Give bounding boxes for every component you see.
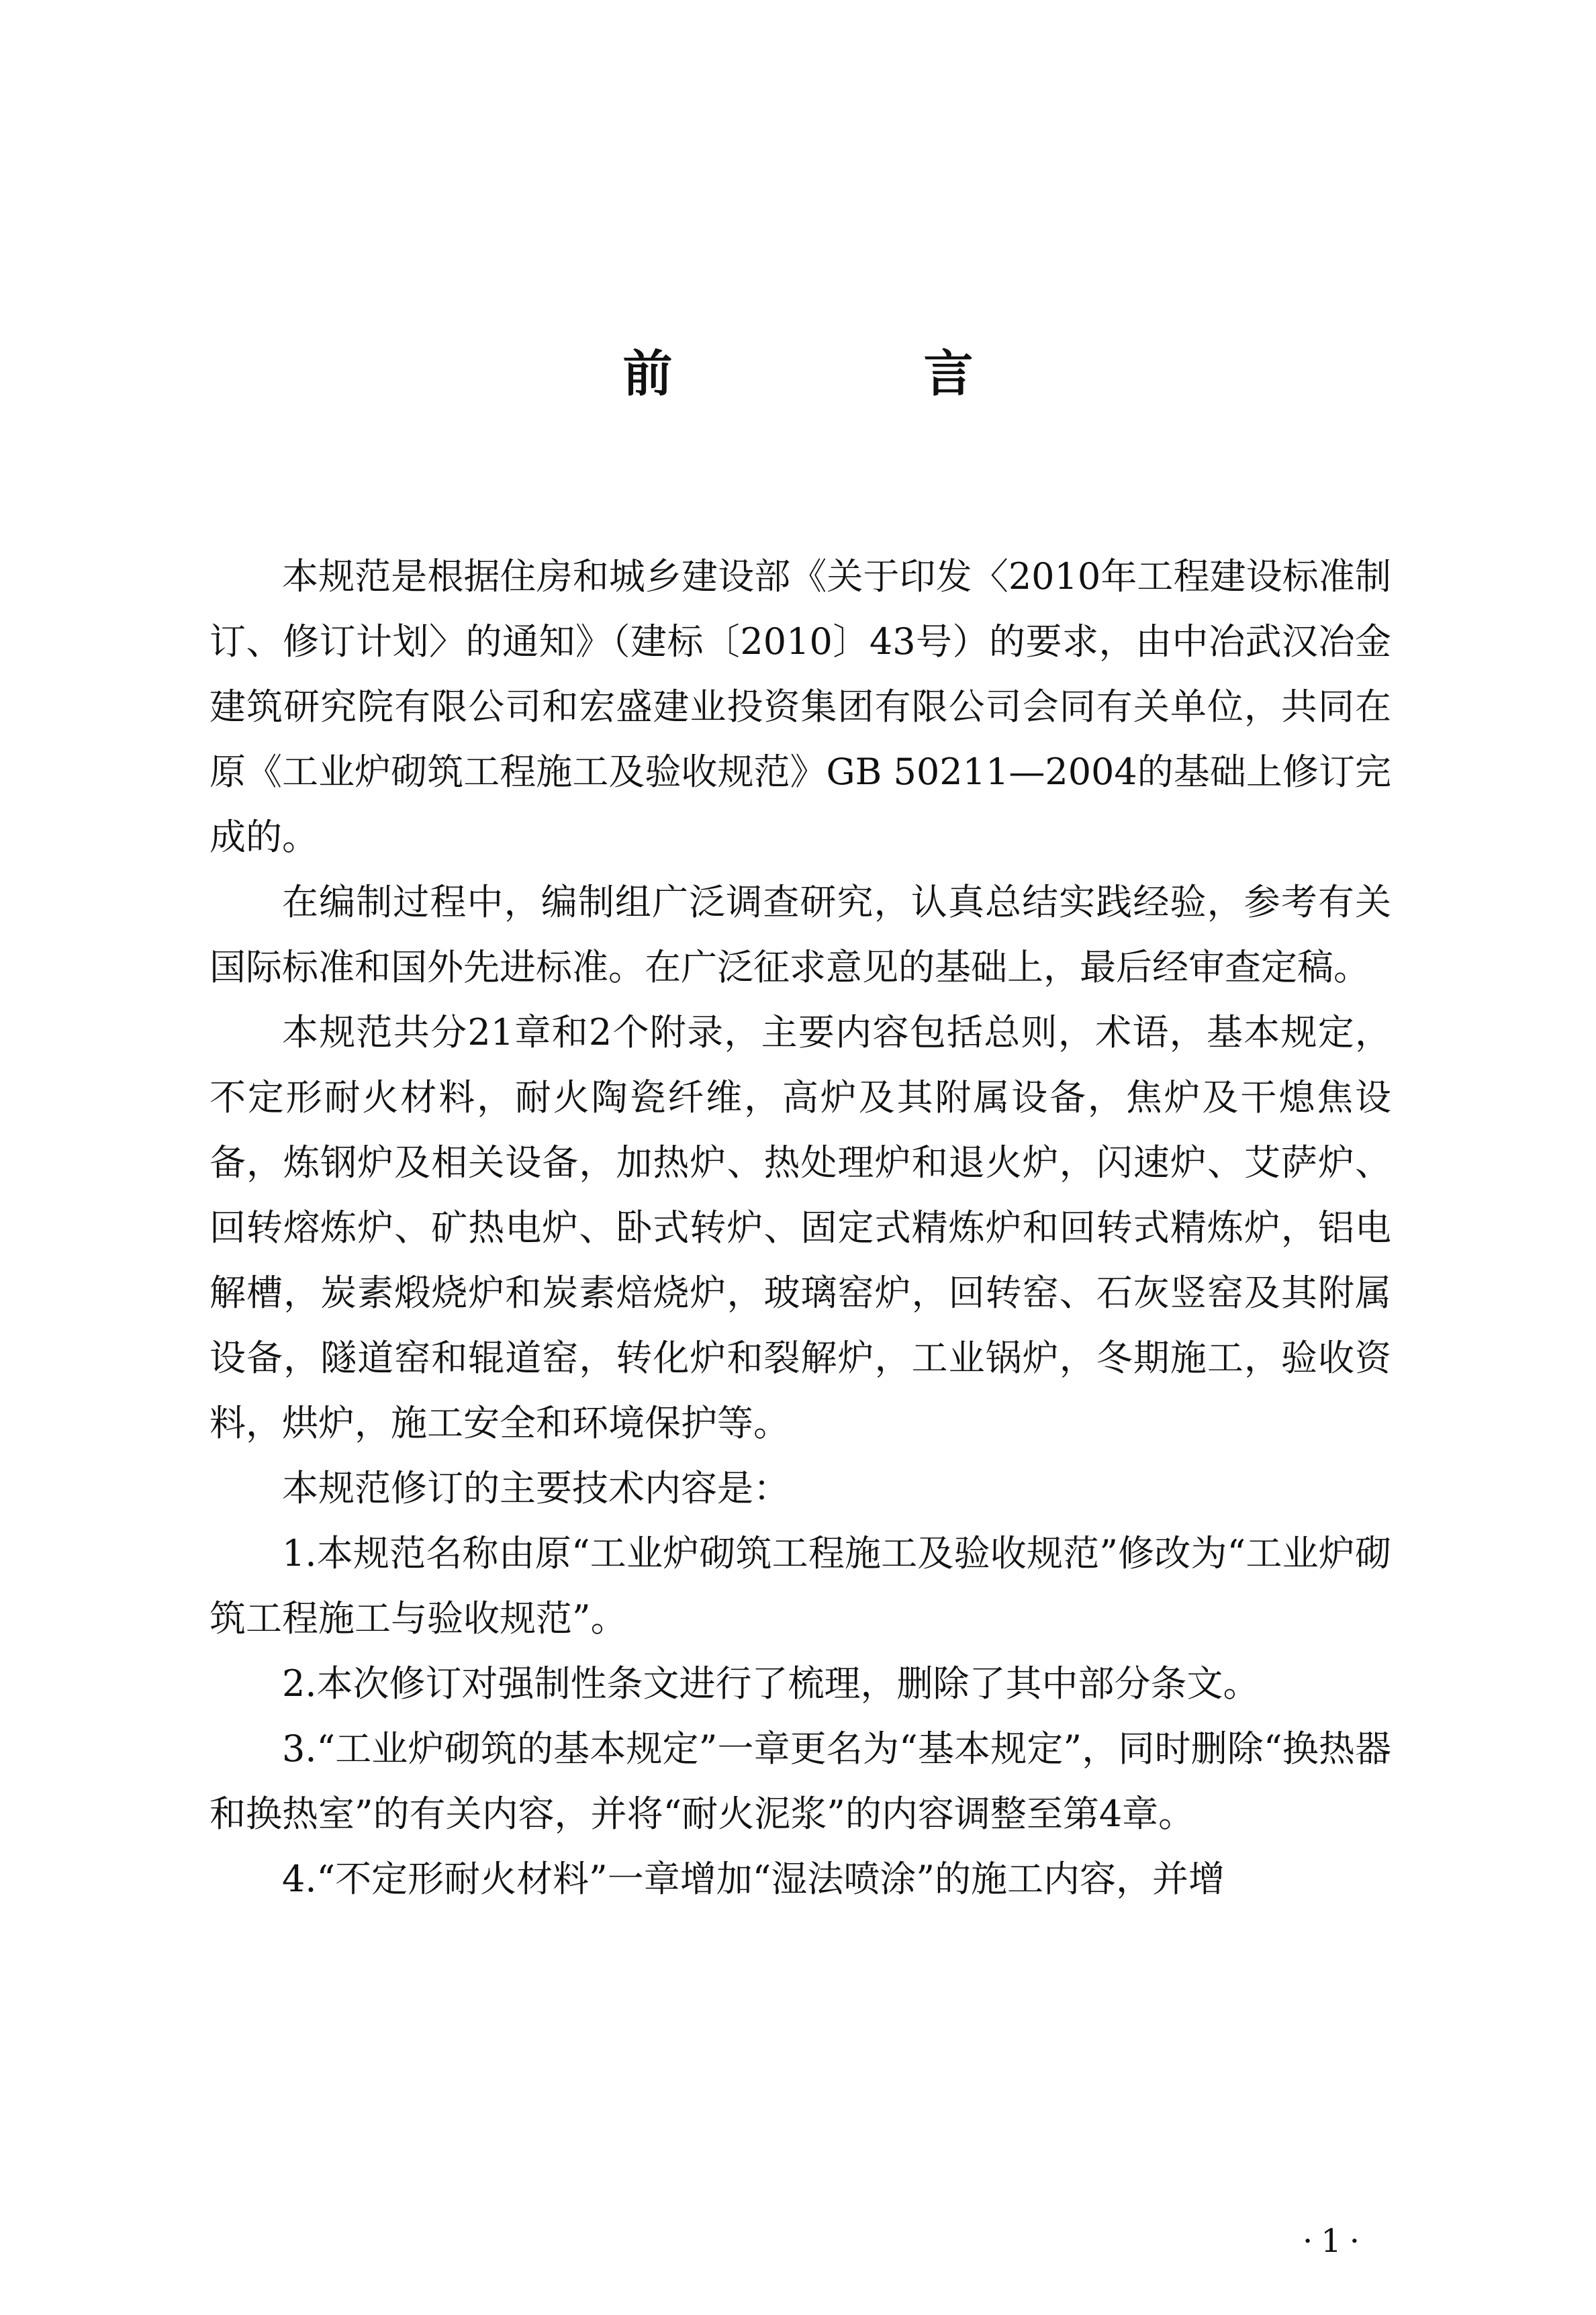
paragraph-3: 本规范共分21章和2个附录，主要内容包括总则，术语，基本规定，不定形耐火材料，耐火陶瓷纤维，高炉及其附属设备，焦炉及干熄焦设备，炼钢炉及相关设备，加热炉、热处理炉和退火炉，闪速炉、艾萨炉、回转熔炼炉、矿热电炉、卧式转炉、固定式精炼炉和回转式精炼炉，铝电解槽，炭素煅烧炉和炭素焙烧炉，玻璃窑炉，回转窑、石灰竖窑及其附属设备，隧道窑和辊道窑，转化炉和裂解炉，工业锅炉，冬期施工，验收资料，烘炉，施工安全和环境保护等。	[209, 1011, 1391, 1444]
paragraph-4: 本规范修订的主要技术内容是：	[282, 1467, 790, 1509]
document-body	[209, 544, 1391, 1911]
paragraph-7: 3.“工业炉砌筑的基本规定”一章更名为“基本规定”，同时删除“换热器和换热室”的有关内容，并将“耐火泥浆”的内容调整至第4章。	[209, 1728, 1391, 1835]
paragraph-5: 1.本规范名称由原“工业炉砌筑工程施工及验收规范”修改为“工业炉砌筑工程施工与验收规范”。	[209, 1532, 1391, 1640]
page-title: 前 言	[622, 345, 1074, 403]
paragraph-6: 2.本次修订对强制性条文进行了梳理，删除了其中部分条文。	[282, 1662, 1260, 1705]
paragraph-2: 在编制过程中，编制组广泛调查研究，认真总结实践经验，参考有关国际标准和国外先进标准。在广泛征求意见的基础上，最后经审查定稿。	[209, 881, 1391, 988]
page-number: ·1·	[1302, 2222, 1368, 2260]
paragraph-8: 4.“不定形耐火材料”一章增加“湿法喷涂”的施工内容，并增	[282, 1858, 1225, 1900]
paragraph-1: 本规范是根据住房和城乡建设部《关于印发〈2010年工程建设标准制订、修订计划〉的通知》（建标〔2010〕43号）的要求，由中冶武汉冶金建筑研究院有限公司和宏盛建业投资集团有限公司会同有关单位，共同在原《工业炉砌筑工程施工及验收规范》GB 50211—2004的基础上修订完成的。	[209, 555, 1391, 858]
